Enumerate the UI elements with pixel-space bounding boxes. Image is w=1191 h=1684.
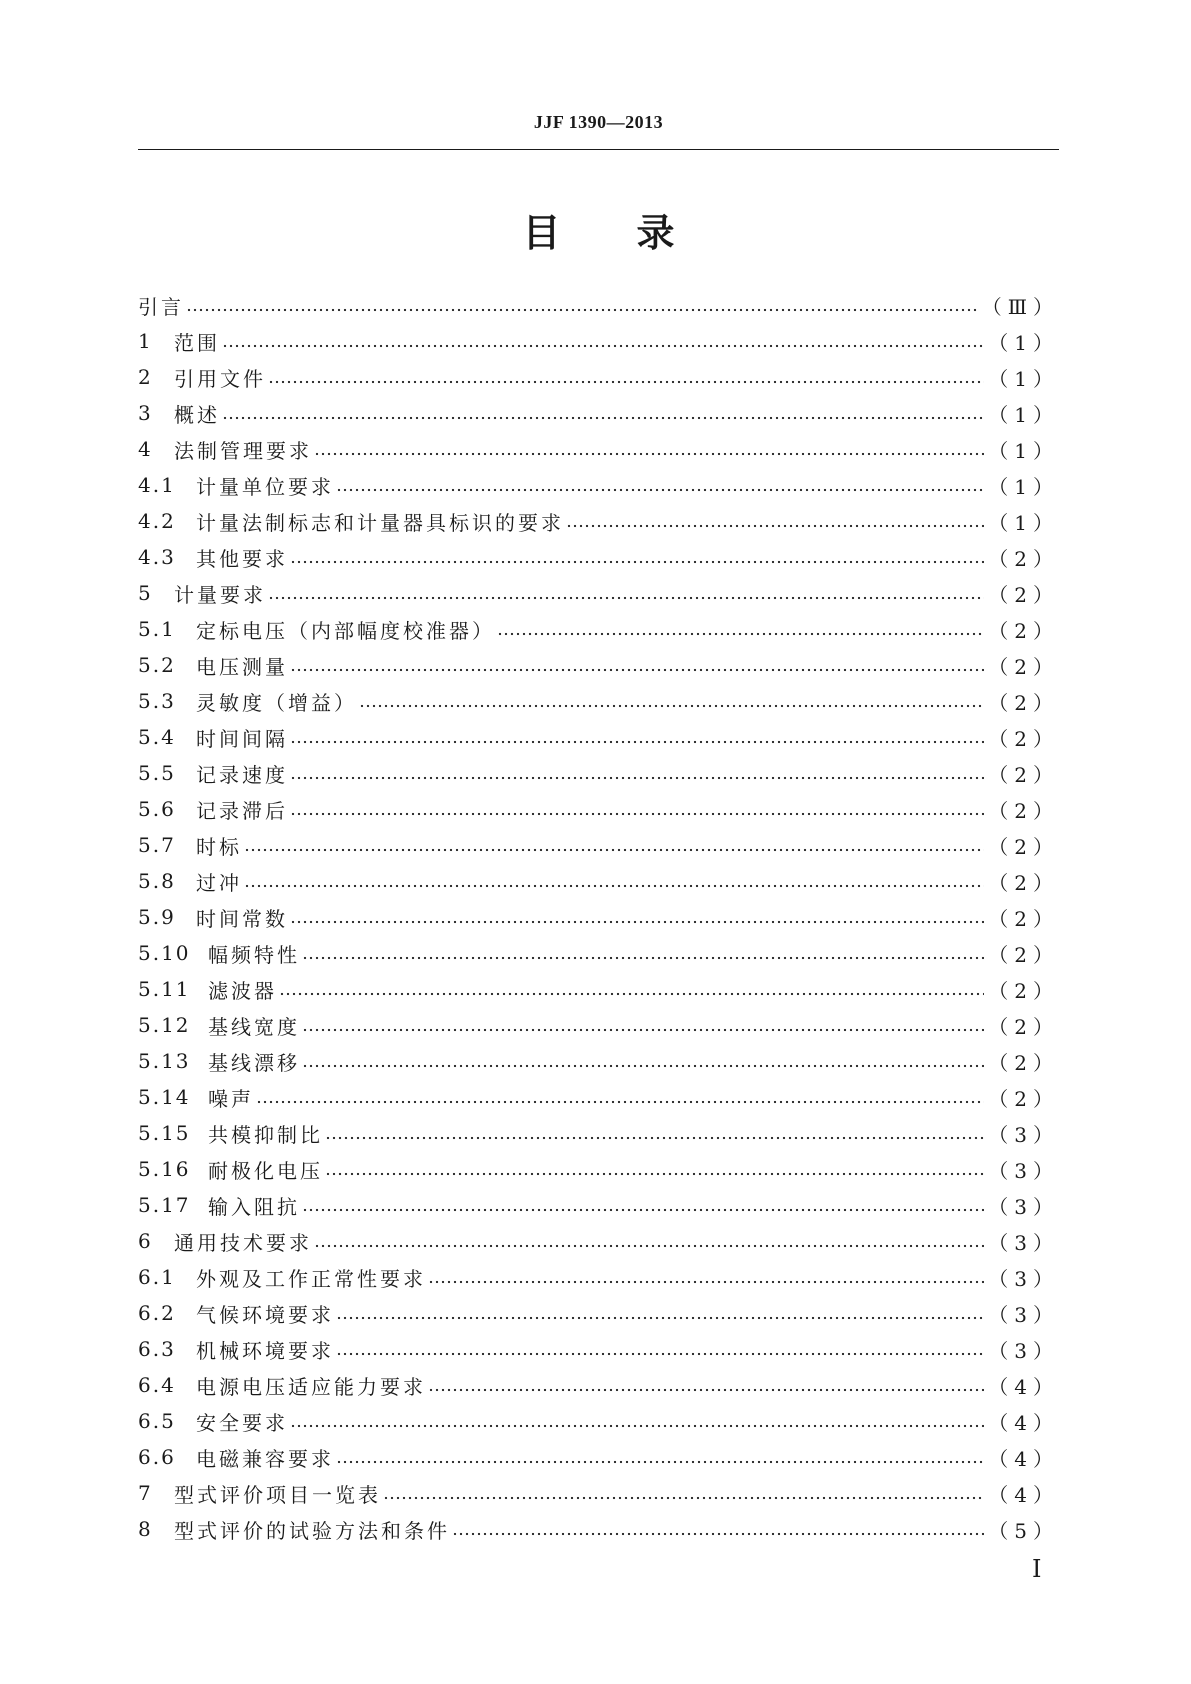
- toc-entry[interactable]: [138, 863, 1059, 899]
- toc-entry-number: 6.3: [138, 1337, 176, 1361]
- toc-leader-dots: [290, 920, 984, 924]
- toc-leader-dots: [428, 1388, 984, 1392]
- toc-entry-number: 5.12: [138, 1013, 191, 1037]
- toc-leader-dots: [336, 1352, 984, 1356]
- toc-leader-dots: [336, 488, 984, 492]
- toc-leader-dots: [290, 668, 984, 672]
- toc-entry-number: 5.8: [138, 869, 176, 893]
- toc-entry-page: （Ⅲ）: [981, 294, 1059, 319]
- toc-entry-number: 8: [138, 1517, 153, 1541]
- toc-entry-label: 定标电压（内部幅度校准器）: [196, 618, 495, 643]
- toc-entry-label: 耐极化电压: [208, 1158, 323, 1183]
- toc-entry[interactable]: [138, 1043, 1059, 1079]
- toc-leader-dots: [566, 524, 984, 528]
- toc-entry[interactable]: [138, 1151, 1059, 1187]
- toc-entry-page: （1）: [988, 474, 1059, 499]
- toc-entry-page: （2）: [988, 942, 1059, 967]
- toc-entry-number: 5.16: [138, 1157, 191, 1181]
- toc-entry-label: 共模抑制比: [208, 1122, 323, 1147]
- toc-leader-dots: [244, 848, 984, 852]
- toc-entry[interactable]: [138, 827, 1059, 863]
- toc-leader-dots: [222, 416, 984, 420]
- toc-entry-page: （3）: [988, 1194, 1059, 1219]
- toc-entry-label: 机械环境要求: [196, 1338, 334, 1363]
- toc-entry-page: （2）: [988, 546, 1059, 571]
- toc-entry-number: 5.14: [138, 1085, 191, 1109]
- toc-entry-page: （2）: [988, 870, 1059, 895]
- toc-entry[interactable]: [138, 1223, 1059, 1259]
- toc-entry-page: （2）: [988, 654, 1059, 679]
- toc-leader-dots: [279, 992, 984, 996]
- toc-entry-page: （3）: [988, 1338, 1059, 1363]
- toc-leader-dots: [336, 1460, 984, 1464]
- toc-leader-dots: [314, 1244, 984, 1248]
- title-char-left: 目: [522, 211, 561, 255]
- toc-leader-dots: [290, 812, 984, 816]
- toc-entry-page: （2）: [988, 582, 1059, 607]
- toc-leader-dots: [290, 1424, 984, 1428]
- toc-entry-label: 法制管理要求: [174, 438, 312, 463]
- toc-leader-dots: [290, 776, 984, 780]
- toc-entry-label: 外观及工作正常性要求: [196, 1266, 426, 1291]
- toc-entry[interactable]: [138, 1079, 1059, 1115]
- toc-entry[interactable]: [138, 1295, 1059, 1331]
- toc-entry-label: 计量要求: [174, 582, 266, 607]
- toc-entry-page: （2）: [988, 1086, 1059, 1111]
- toc-entry-label: 引言: [138, 294, 184, 319]
- toc-entry-number: 5.7: [138, 833, 176, 857]
- toc-entry-page: （3）: [988, 1158, 1059, 1183]
- toc-entry-page: （4）: [988, 1374, 1059, 1399]
- toc-entry-page: （2）: [988, 762, 1059, 787]
- toc-entry-label: 时间常数: [196, 906, 288, 931]
- toc-entry[interactable]: [138, 503, 1059, 539]
- toc-entry-number: 6: [138, 1229, 153, 1253]
- page-number: Ⅰ: [1032, 1557, 1042, 1583]
- toc-entry-number: 6.2: [138, 1301, 176, 1325]
- toc-entry-number: 5.3: [138, 689, 176, 713]
- page-title: [138, 202, 1059, 257]
- toc-entry-number: 5.11: [138, 977, 191, 1001]
- toc-entry-page: （1）: [988, 438, 1059, 463]
- toc-entry-label: 时标: [196, 834, 242, 859]
- toc-entry-label: 记录滞后: [196, 798, 288, 823]
- toc-entry-label: 过冲: [196, 870, 242, 895]
- toc-entry-page: （1）: [988, 402, 1059, 427]
- toc-leader-dots: [268, 380, 984, 384]
- toc-entry-number: 5.2: [138, 653, 176, 677]
- toc-entry[interactable]: [138, 287, 1059, 323]
- toc-leader-dots: [359, 704, 984, 708]
- toc-leader-dots: [497, 632, 984, 636]
- toc-entry-number: 5.17: [138, 1193, 191, 1217]
- toc-entry-label: 电源电压适应能力要求: [196, 1374, 426, 1399]
- toc-entry-label: 通用技术要求: [174, 1230, 312, 1255]
- toc-entry-label: 灵敏度（增益）: [196, 690, 357, 715]
- toc-entry[interactable]: [138, 935, 1059, 971]
- toc-entry[interactable]: [138, 467, 1059, 503]
- toc-entry-number: 5.5: [138, 761, 176, 785]
- toc-leader-dots: [302, 956, 984, 960]
- toc-entry-label: 基线漂移: [208, 1050, 300, 1075]
- toc-leader-dots: [290, 740, 984, 744]
- toc-entry-label: 安全要求: [196, 1410, 288, 1435]
- toc-entry-page: （2）: [988, 1014, 1059, 1039]
- toc-entry-label: 范围: [174, 330, 220, 355]
- toc-entry-number: 5.1: [138, 617, 176, 641]
- toc-entry[interactable]: [138, 359, 1059, 395]
- toc-entry-page: （2）: [988, 798, 1059, 823]
- toc-entry[interactable]: [138, 755, 1059, 791]
- toc-entry-label: 电磁兼容要求: [196, 1446, 334, 1471]
- toc-entry[interactable]: [138, 323, 1059, 359]
- toc-entry-number: 6.4: [138, 1373, 176, 1397]
- header-divider: [138, 149, 1059, 150]
- toc-leader-dots: [244, 884, 984, 888]
- toc-leader-dots: [222, 344, 984, 348]
- toc-entry-label: 记录速度: [196, 762, 288, 787]
- toc-entry-page: （2）: [988, 726, 1059, 751]
- toc-entry-number: 5: [138, 581, 153, 605]
- toc-entry[interactable]: [138, 971, 1059, 1007]
- toc-leader-dots: [325, 1172, 984, 1176]
- toc-entry-label: 基线宽度: [208, 1014, 300, 1039]
- toc-entry-number: 6.5: [138, 1409, 176, 1433]
- toc-leader-dots: [268, 596, 984, 600]
- toc-entry[interactable]: [138, 431, 1059, 467]
- toc-entry-page: （3）: [988, 1266, 1059, 1291]
- toc-entry-page: （2）: [988, 978, 1059, 1003]
- toc-entry-label: 气候环境要求: [196, 1302, 334, 1327]
- toc-entry-page: （2）: [988, 834, 1059, 859]
- toc-entry-page: （3）: [988, 1122, 1059, 1147]
- toc-entry[interactable]: [138, 1511, 1059, 1547]
- toc-entry[interactable]: [138, 683, 1059, 719]
- toc-entry[interactable]: [138, 1007, 1059, 1043]
- toc-entry[interactable]: [138, 1115, 1059, 1151]
- toc-leader-dots: [428, 1280, 984, 1284]
- toc-entry-page: （4）: [988, 1410, 1059, 1435]
- toc-entry[interactable]: [138, 1259, 1059, 1295]
- title-char-right: 录: [636, 211, 675, 255]
- toc-entry[interactable]: [138, 611, 1059, 647]
- toc-leader-dots: [186, 308, 978, 312]
- toc-entry[interactable]: [138, 1439, 1059, 1475]
- toc-entry-label: 引用文件: [174, 366, 266, 391]
- toc-entry[interactable]: [138, 395, 1059, 431]
- toc-entry[interactable]: [138, 791, 1059, 827]
- toc-entry-label: 时间间隔: [196, 726, 288, 751]
- toc-entry-page: （3）: [988, 1230, 1059, 1255]
- toc-entry-number: 5.9: [138, 905, 176, 929]
- toc-entry-label: 型式评价项目一览表: [174, 1482, 381, 1507]
- toc-leader-dots: [452, 1532, 984, 1536]
- toc-leader-dots: [302, 1028, 984, 1032]
- toc-entry[interactable]: [138, 1475, 1059, 1511]
- toc-leader-dots: [383, 1496, 984, 1500]
- toc-entry-number: 4.2: [138, 509, 176, 533]
- toc-entry-page: （1）: [988, 330, 1059, 355]
- toc-entry-number: 4.1: [138, 473, 176, 497]
- document-code: JJF 1390—2013: [533, 112, 664, 132]
- toc-entry-number: 7: [138, 1481, 153, 1505]
- toc-entry-label: 幅频特性: [208, 942, 300, 967]
- toc-entry-label: 其他要求: [196, 546, 288, 571]
- toc-entry-label: 滤波器: [208, 978, 277, 1003]
- toc-entry-page: （3）: [988, 1302, 1059, 1327]
- toc-entry-number: 1: [138, 329, 153, 353]
- toc-entry-page: （4）: [988, 1482, 1059, 1507]
- toc-entry-number: 6.1: [138, 1265, 176, 1289]
- toc-entry[interactable]: [138, 539, 1059, 575]
- toc-entry[interactable]: [138, 1403, 1059, 1439]
- toc-entry-number: 5.4: [138, 725, 176, 749]
- toc-entry-page: （2）: [988, 690, 1059, 715]
- toc-entry-number: 5.15: [138, 1121, 191, 1145]
- toc-leader-dots: [325, 1136, 984, 1140]
- toc-entry-label: 电压测量: [196, 654, 288, 679]
- toc-entry-number: 2: [138, 365, 153, 389]
- toc-entry-page: （1）: [988, 366, 1059, 391]
- toc-entry-number: 6.6: [138, 1445, 176, 1469]
- toc-entry-label: 型式评价的试验方法和条件: [174, 1518, 450, 1543]
- toc-entry-page: （4）: [988, 1446, 1059, 1471]
- toc-entry-number: 5.10: [138, 941, 191, 965]
- toc-entry-page: （5）: [988, 1518, 1059, 1543]
- table-of-contents: [138, 287, 1059, 1547]
- toc-entry[interactable]: [138, 575, 1059, 611]
- toc-leader-dots: [302, 1208, 984, 1212]
- toc-entry-label: 输入阻抗: [208, 1194, 300, 1219]
- toc-entry-page: （2）: [988, 906, 1059, 931]
- toc-entry-number: 5.6: [138, 797, 176, 821]
- toc-leader-dots: [302, 1064, 984, 1068]
- toc-leader-dots: [290, 560, 984, 564]
- toc-entry-number: 4: [138, 437, 153, 461]
- toc-entry-label: 噪声: [208, 1086, 254, 1111]
- toc-entry[interactable]: [138, 1187, 1059, 1223]
- toc-entry-number: 4.3: [138, 545, 176, 569]
- toc-entry[interactable]: [138, 1367, 1059, 1403]
- toc-leader-dots: [256, 1100, 984, 1104]
- toc-entry-number: 5.13: [138, 1049, 191, 1073]
- toc-entry-page: （2）: [988, 618, 1059, 643]
- toc-entry[interactable]: [138, 1331, 1059, 1367]
- toc-leader-dots: [314, 452, 984, 456]
- toc-entry-page: （1）: [988, 510, 1059, 535]
- toc-entry-label: 计量法制标志和计量器具标识的要求: [196, 510, 564, 535]
- toc-entry[interactable]: [138, 647, 1059, 683]
- toc-entry[interactable]: [138, 719, 1059, 755]
- toc-entry-number: 3: [138, 401, 153, 425]
- toc-entry-page: （2）: [988, 1050, 1059, 1075]
- toc-entry-label: 计量单位要求: [196, 474, 334, 499]
- toc-leader-dots: [336, 1316, 984, 1320]
- toc-entry-label: 概述: [174, 402, 220, 427]
- toc-entry[interactable]: [138, 899, 1059, 935]
